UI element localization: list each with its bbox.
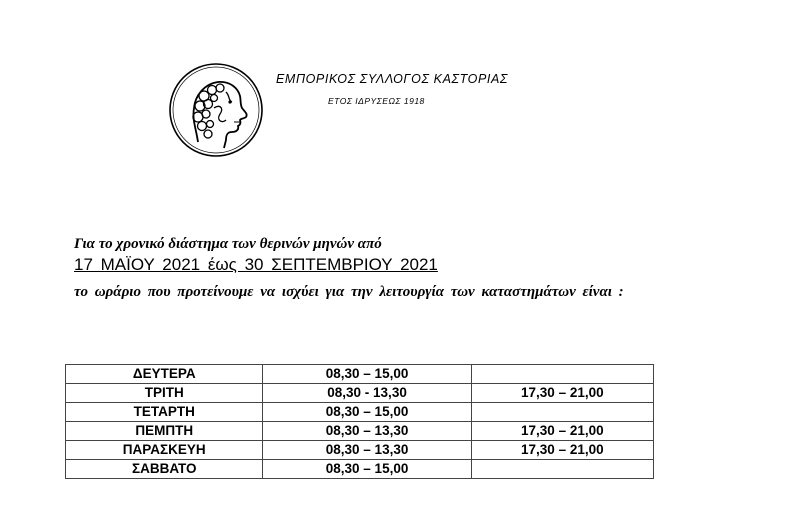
alexander-head-coin-icon [168, 62, 264, 158]
day-cell: ΣΑΒΒΑΤΟ [66, 460, 263, 479]
day-cell: ΤΕΤΑΡΤΗ [66, 403, 263, 422]
intro-text: Για το χρονικό διάστημα των θερινών μηνών από [74, 236, 382, 252]
founding-year: ΕΤΟΣ ΙΔΡΥΣΕΩΣ 1918 [328, 96, 425, 106]
morning-hours-cell: 08,30 – 13,30 [263, 441, 471, 460]
day-cell: ΠΑΡΑΣΚΕΥΗ [66, 441, 263, 460]
table-row [66, 422, 654, 441]
day-cell: ΠΕΜΠΤΗ [66, 422, 263, 441]
table-row [66, 384, 654, 403]
day-cell: ΔΕΥΤΕΡΑ [66, 365, 263, 384]
morning-hours-cell: 08,30 – 15,00 [263, 365, 471, 384]
evening-hours-cell [471, 403, 653, 422]
body-text: το ωράριο που προτείνουμε να ισχύει για την λειτουργία των καταστημάτων είναι : [74, 284, 624, 300]
period-dates: 17 ΜΑΪΟΥ 2021 έως 30 ΣΕΠΤΕΜΒΡΙΟΥ 2021 [74, 255, 438, 274]
morning-hours-cell: 08,30 – 15,00 [263, 460, 471, 479]
table-row [66, 403, 654, 422]
table-row [66, 365, 654, 384]
schedule-table [65, 364, 654, 479]
morning-hours-cell: 08,30 – 13,30 [263, 422, 471, 441]
evening-hours-cell [471, 460, 653, 479]
table-row [66, 441, 654, 460]
morning-hours-cell: 08,30 - 13,30 [263, 384, 471, 403]
evening-hours-cell [471, 365, 653, 384]
morning-hours-cell: 08,30 – 15,00 [263, 403, 471, 422]
organization-name: ΕΜΠΟΡΙΚΟΣ ΣΥΛΛΟΓΟΣ ΚΑΣΤΟΡΙΑΣ [276, 72, 508, 86]
day-cell: ΤΡΙΤΗ [66, 384, 263, 403]
evening-hours-cell: 17,30 – 21,00 [471, 384, 653, 403]
evening-hours-cell: 17,30 – 21,00 [471, 422, 653, 441]
evening-hours-cell: 17,30 – 21,00 [471, 441, 653, 460]
table-row [66, 460, 654, 479]
